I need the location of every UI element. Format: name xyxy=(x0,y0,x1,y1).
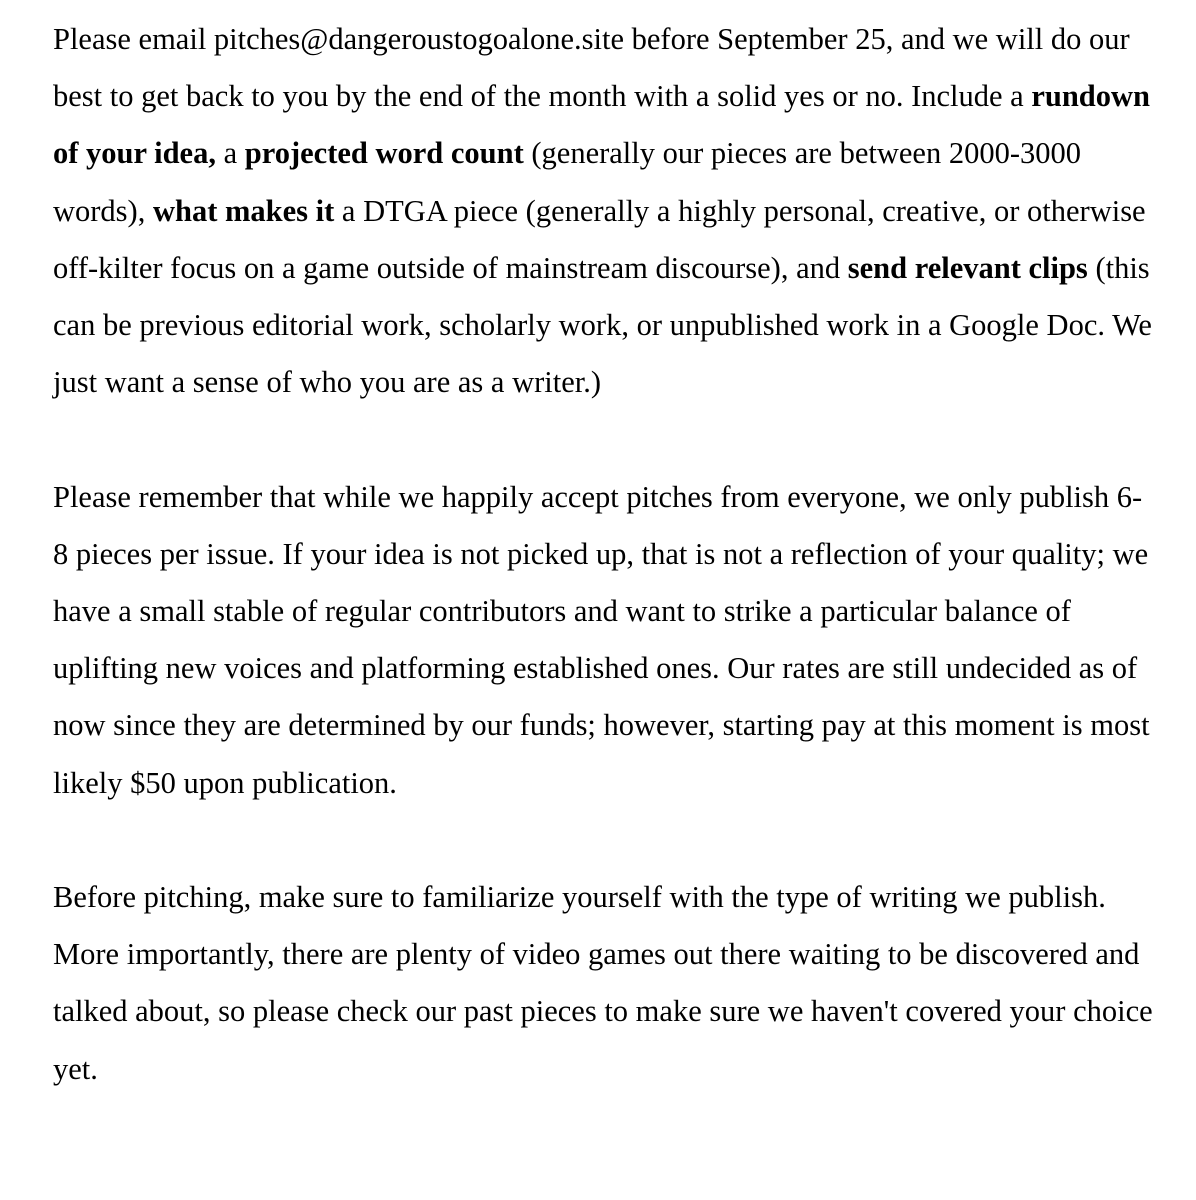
paragraph-publishing-rates xyxy=(53,469,1153,812)
emphasis-send-clips: send relevant clips xyxy=(847,250,1088,285)
emphasis-what-makes-it: what makes it xyxy=(152,193,335,228)
text-segment: (generally our pieces are between 2000-3000 words), xyxy=(53,136,1081,228)
document-body xyxy=(53,11,1153,1098)
emphasis-rundown: rundown of your idea, xyxy=(53,79,1151,171)
text-segment: a xyxy=(215,136,245,171)
text-segment: Before pitching, make sure to familiarize yourself with the type of writing we publish. More importantly, there are plenty of video games out there waiting to be discovered and talked about, so please check our past pieces to make sure we haven't covered your choice yet. xyxy=(53,880,1153,1086)
emphasis-word-count: projected word count xyxy=(244,136,524,171)
paragraph-before-pitching xyxy=(53,869,1153,1098)
text-segment: Please email pitches@dangeroustogoalone.site before September 25, and we will do our best to get back to you by the end of the month with a solid yes or no. Include a xyxy=(53,22,1130,114)
text-segment: a DTGA piece (generally a highly personal, creative, or otherwise off-kilter focus on a game outside of mainstream discourse), and xyxy=(53,193,1146,285)
paragraph-pitch-instructions xyxy=(53,11,1153,411)
text-segment: (this can be previous editorial work, scholarly work, or unpublished work in a Google Doc. We just want a sense of who you are as a writer.) xyxy=(53,250,1152,400)
text-segment: Please remember that while we happily accept pitches from everyone, we only publish 6-8 pieces per issue. If your idea is not picked up, that is not a reflection of your quality; we have a small stable of regular contributors and want to strike a particular balance of uplifting new voices and platforming established ones. Our rates are still undecided as of now since they are determined by our funds; however, starting pay at this moment is most likely $50 upon publication. xyxy=(53,479,1150,800)
